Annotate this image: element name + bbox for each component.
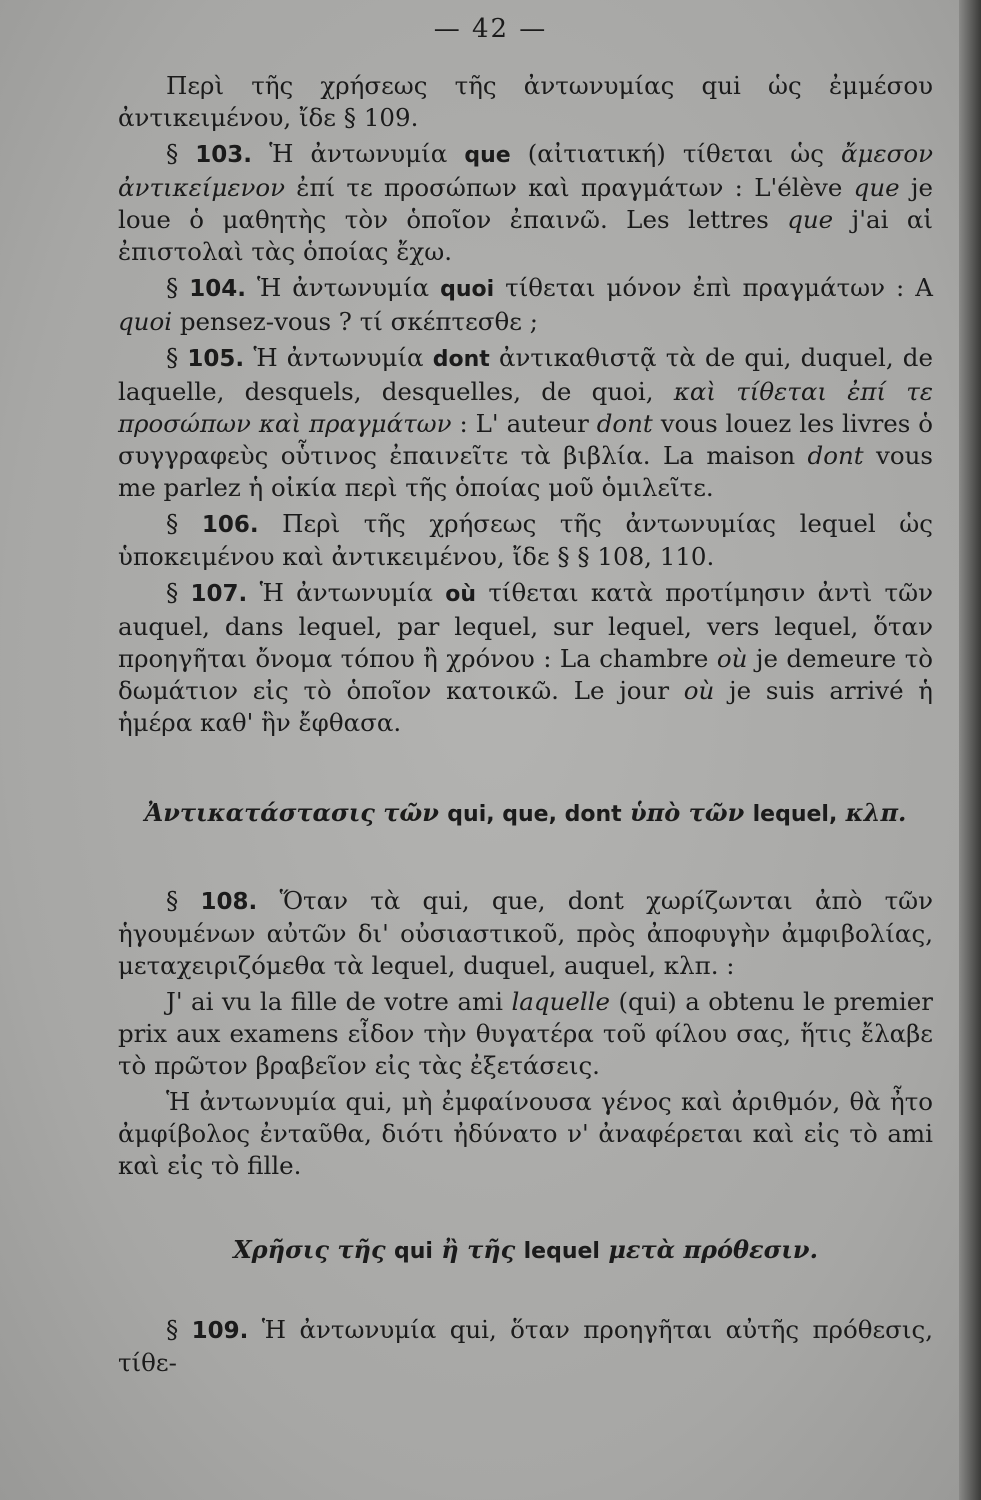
section-heading-usage: Χρῆσις τῆς qui ἢ τῆς lequel μετὰ πρόθεσιν. [233,1235,818,1264]
section-108-note: Ἡ ἀντωνυμία qui, μὴ ἐμφαίνουσα γένος καὶ ἀριθμόν, θὰ ἦτο ἀμφίβολος ἐνταῦθα, διότι ἠδύνατο ν' ἀναφέρεται καὶ εἰς τὸ ami καὶ εἰς τὸ fille. [118,1087,933,1180]
section-108-example: J' ai vu la fille de votre ami laquelle (qui) a obtenu le premier prix aux examens εἶδον τὴν θυγατέρα τοῦ φίλου σας, ἥτις ἔλαβε τὸ πρῶτον βραβεῖον εἰς τὰς ἐξετάσεις. [118,987,933,1080]
section-number: 108. [200,889,258,915]
section-number: 107. [190,581,248,607]
section-heading-substitution: Ἀντικατάστασις τῶν qui, que, dont ὑπὸ τῶν lequel, κλπ. [144,798,907,827]
keyword: dont [432,347,490,372]
paragraph-intro: Περὶ τῆς χρήσεως τῆς ἀντωνυμίας qui ὡς ἐμμέσου ἀντικειμένου, ἴδε § 109. [118,71,933,132]
keyword: que [464,143,511,168]
page-number: — 42 — [433,14,548,44]
section-number: 104. [189,276,246,302]
page-edge-shadow [959,0,981,1500]
section-104: § 104. Ἡ ἀντωνυμία quoi τίθεται μόνον ἐπὶ πραγμάτων : A quoi pensez-vous ? τί σκέπτεσθε ; [118,273,933,336]
section-107: § 107. Ἡ ἀντωνυμία où τίθεται κατὰ προτίμησιν ἀντὶ τῶν auquel, dans lequel, par lequel, sur lequel, vers lequel, ὅταν προηγῆται ὄνομα τόπου ἢ χρόνου : La chambre où je demeure τὸ δωμάτιον εἰς τὸ ὁποῖον κατοικῶ. Le jour où je suis arrivé ἡ ἡμέρα καθ' ἣν ἔφθασα. [118,578,933,737]
section-number: 105. [187,346,245,372]
keyword: où [445,582,477,607]
section-109: § 109. Ἡ ἀντωνυμία qui, ὅταν προηγῆται αὐτῆς πρόθεσις, τίθε- [118,1315,933,1377]
section-number: 109. [191,1318,249,1344]
keyword: quoi [440,277,495,302]
section-105: § 105. Ἡ ἀντωνυμία dont ἀντικαθιστᾷ τὰ de qui, duquel, de laquelle, desquels, desquelles, de quoi, καὶ τίθεται ἐπί τε προσώπων καὶ πραγμάτων : L' auteur dont vous louez les livres ὁ συγγραφεὺς οὗτινος ἐπαινεῖτε τὰ βιβλία. La maison dont vous me parlez ἡ οἰκία περὶ τῆς ὁποίας μοῦ ὁμιλεῖτε. [118,343,934,502]
section-number: 103. [195,142,253,168]
section-number: 106. [201,512,259,538]
section-106: § 106. Περὶ τῆς χρήσεως τῆς ἀντωνυμίας lequel ὡς ὑποκειμένου καὶ ἀντικειμένου, ἴδε § § 108, 110. [118,509,933,571]
section-103: § 103. Ἡ ἀντωνυμία que (αἰτιατική) τίθεται ὡς ἄμεσον ἀντικείμενον ἐπί τε προσώπων καὶ πραγμάτων : L'élève que je loue ὁ μαθητὴς τὸν ὁποῖον ἐπαινῶ. Les lettres que j'ai αἱ ἐπιστολαὶ τὰς ὁποίας ἔχω. [118,139,933,266]
page-body [118,70,933,1383]
section-108: § 108. Ὅταν τὰ qui, que, dont χωρίζωνται ἀπὸ τῶν ἡγουμένων αὐτῶν δι' οὐσιαστικοῦ, πρὸς ἀποφυγὴν ἀμφιβολίας, μεταχειριζόμεθα τὰ lequel, duquel, auquel, κλπ. : [118,886,933,980]
